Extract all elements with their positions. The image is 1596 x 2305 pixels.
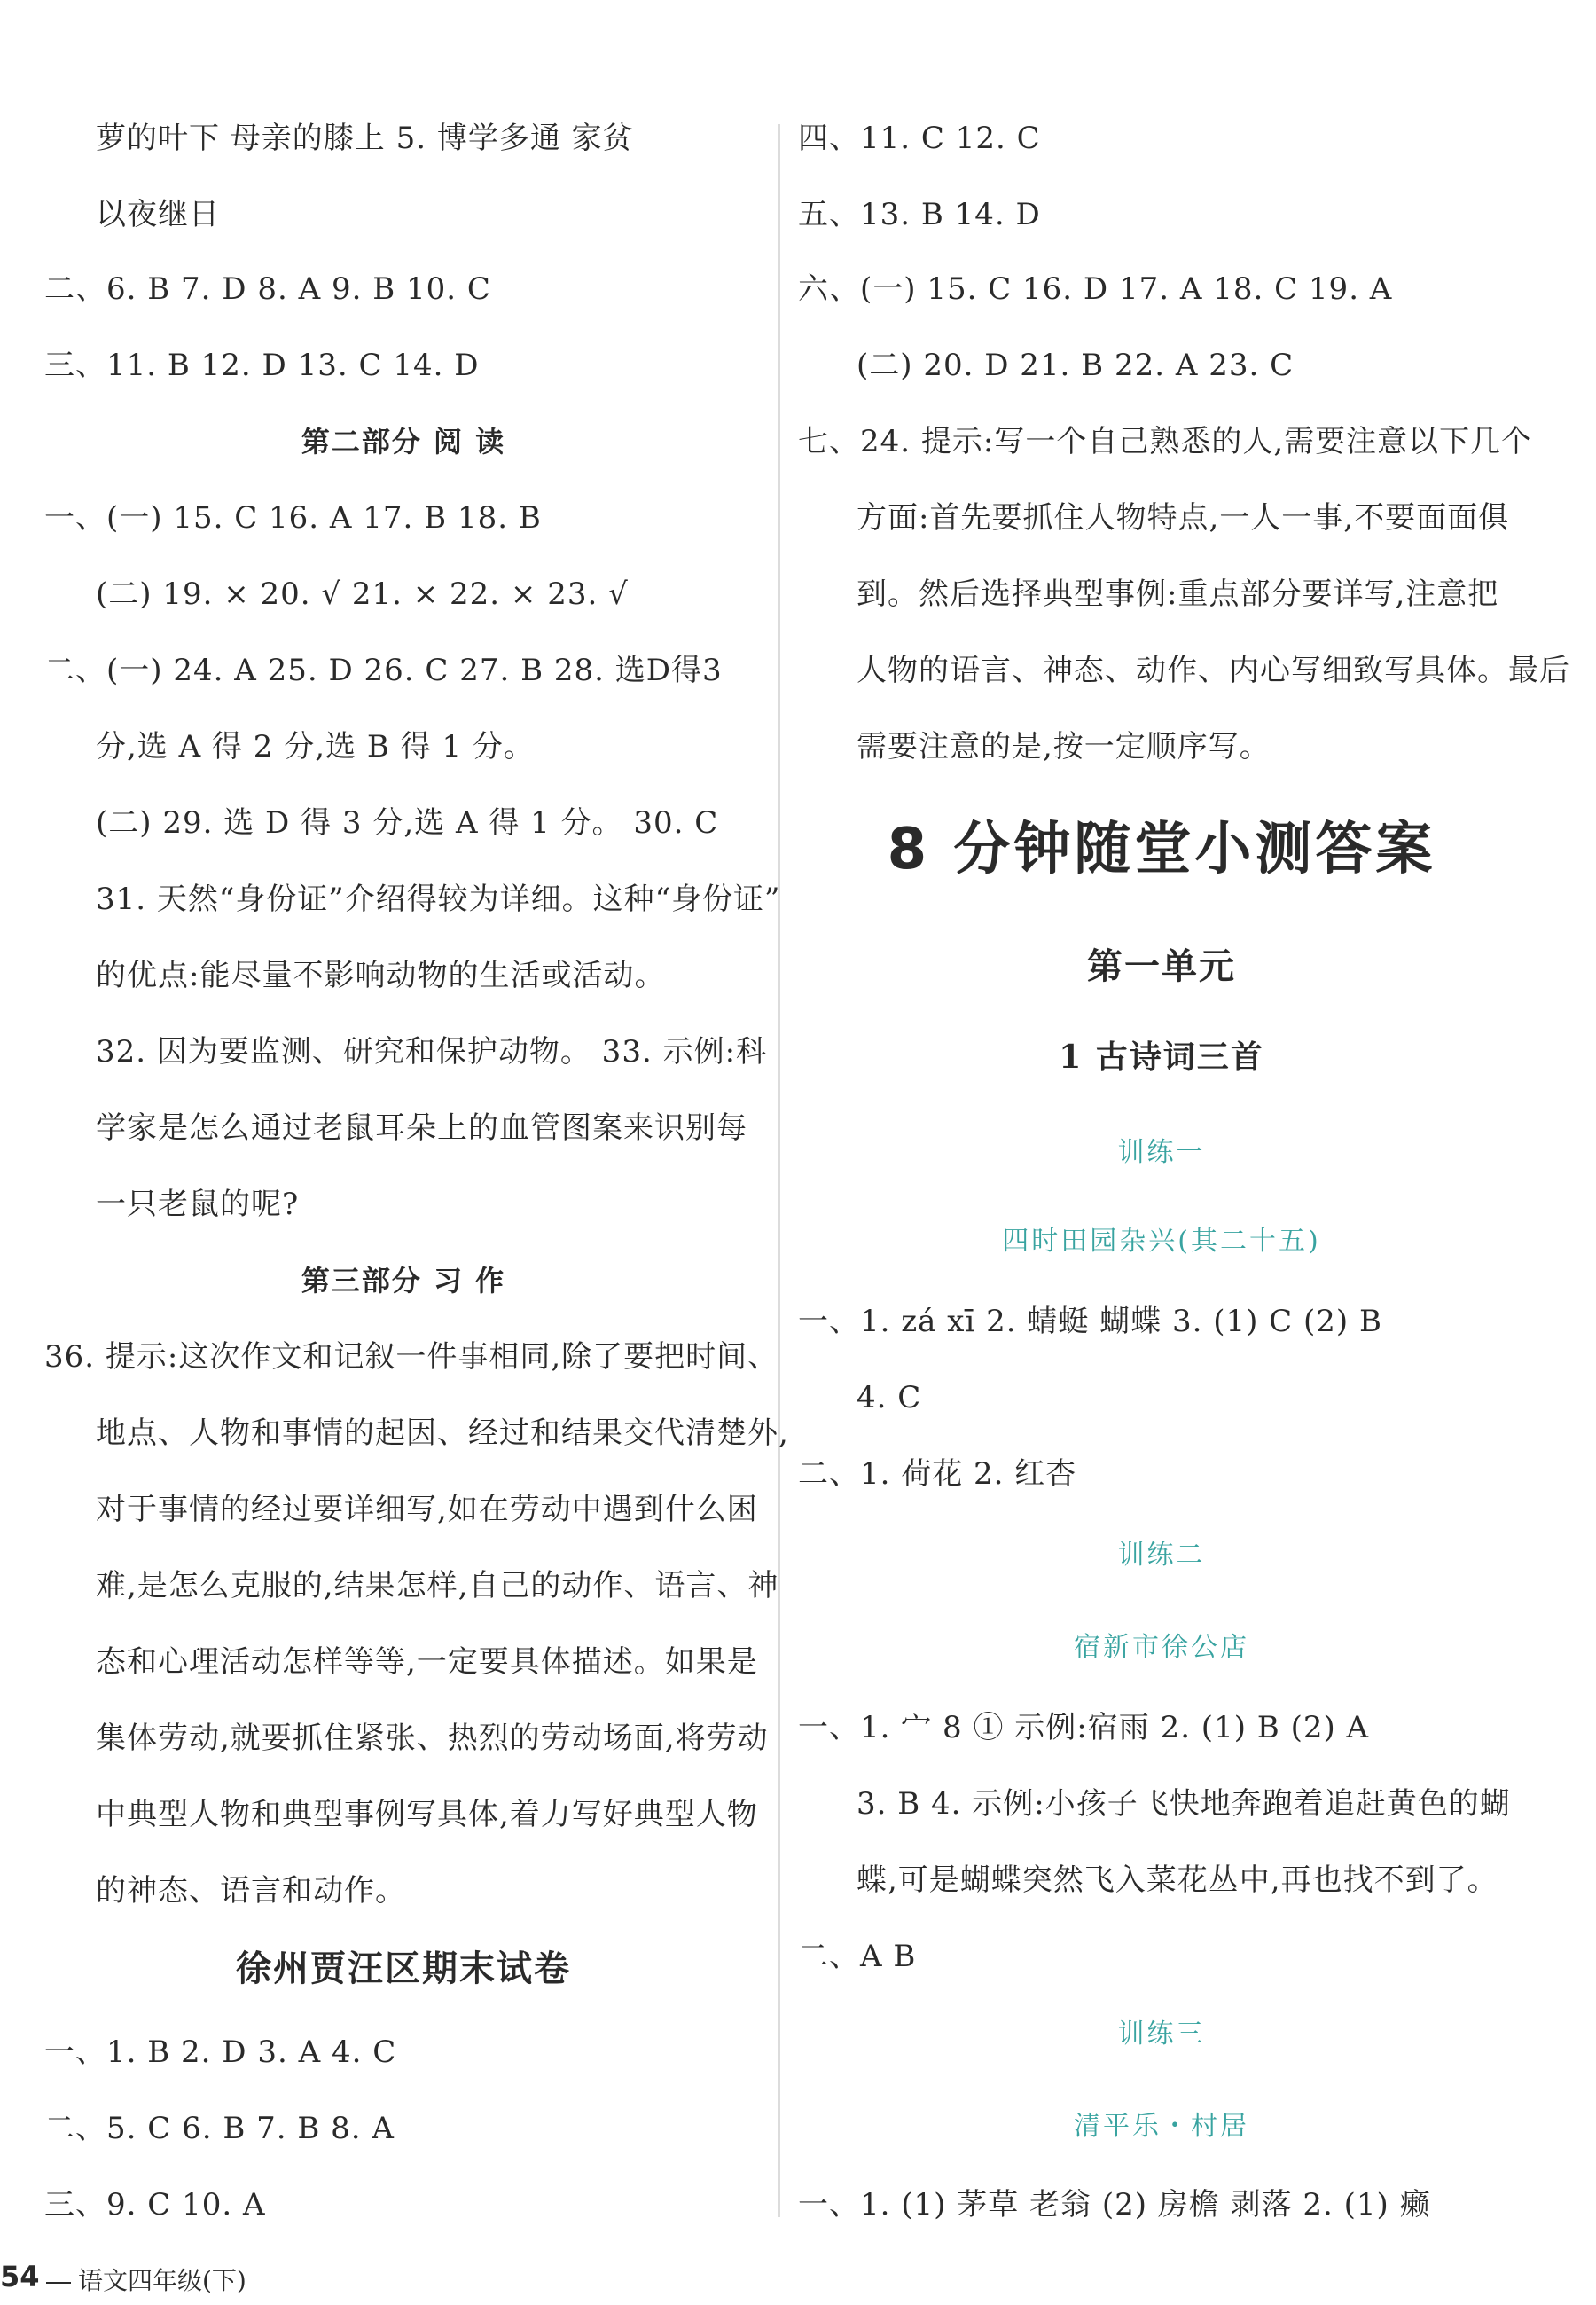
answer-line: 的神态、语言和动作。 [96,1873,406,1909]
answer-line: 七、24. 提示:写一个自己熟悉的人,需要注意以下几个 [798,424,1533,459]
answer-line: 到。然后选择典型事例:重点部分要详写,注意把 [857,576,1499,612]
main-heading: 8 分钟随堂小测答案 [887,817,1436,882]
poem-title: 清平乐・村居 [1074,2111,1249,2142]
answer-line: (二) 20. D 21. B 22. A 23. C [857,348,1295,383]
answer-line: 二、5. C 6. B 7. B 8. A [44,2111,395,2146]
answer-line: 地点、人物和事情的起因、经过和结果交代清楚外, [96,1415,789,1451]
answer-line: 学家是怎么通过老鼠耳朵上的血管图案来识别每 [96,1110,747,1146]
exam-title: 徐州贾汪区期末试卷 [236,1948,571,1989]
answer-line: 人物的语言、神态、动作、内心写细致写具体。最后 [857,653,1570,688]
section-title: 第三部分 习 作 [301,1264,506,1298]
answer-line: 一、(一) 15. C 16. A 17. B 18. B [44,500,542,536]
answer-line: (二) 19. × 20. √ 21. × 22. × 23. √ [96,576,629,612]
answer-line: 分,选 A 得 2 分,选 B 得 1 分。 [96,729,535,764]
practice-label: 训练二 [1117,1540,1206,1571]
page-number: 54 [0,2260,40,2293]
poem-title: 四时田园杂兴(其二十五) [1002,1226,1321,1257]
poem-title: 宿新市徐公店 [1074,1632,1249,1663]
answer-line: 二、1. 荷花 2. 红杏 [798,1456,1077,1492]
answer-line: 方面:首先要抓住人物特点,一人一事,不要面面俱 [857,500,1510,536]
unit-title: 第一单元 [1087,946,1236,987]
lesson-title: 1 古诗词三首 [1059,1039,1264,1076]
answer-line: 一、1. (1) 茅草 老翁 (2) 房檐 剥落 2. (1) 癞 [798,2187,1431,2223]
answer-line: 一、1. 宀 8 ① 示例:宿雨 2. (1) B (2) A [798,1710,1370,1745]
practice-label: 训练三 [1117,2019,1206,2050]
answer-line: 31. 天然“身份证”介绍得较为详细。这种“身份证” [96,882,781,917]
answer-line: 中典型人物和典型事例写具体,着力写好典型人物 [96,1797,758,1832]
answer-line: 4. C [857,1380,922,1415]
answer-line: 五、13. B 14. D [798,197,1041,232]
answer-line: 蝶,可是蝴蝶突然飞入菜花丛中,再也找不到了。 [857,1862,1498,1898]
answer-line: 一、1. B 2. D 3. A 4. C [44,2035,397,2070]
footer [46,2262,246,2297]
footer-dash [46,2282,71,2284]
answer-line: 以夜继日 [96,197,220,232]
answer-line: 三、11. B 12. D 13. C 14. D [44,348,480,383]
answer-line: 难,是怎么克服的,结果怎样,自己的动作、语言、神 [96,1568,779,1603]
practice-label: 训练一 [1117,1137,1206,1168]
answer-line: 36. 提示:这次作文和记叙一件事相同,除了要把时间、 [44,1339,779,1375]
answer-line: 32. 因为要监测、研究和保护动物。 33. 示例:科 [96,1034,768,1070]
column-divider [778,124,780,2217]
answer-line: (二) 29. 选 D 得 3 分,选 A 得 1 分。 30. C [96,805,719,841]
answer-line: 的优点:能尽量不影响动物的生活或活动。 [96,958,666,993]
answer-line: 一、1. zá xī 2. 蜻蜓 蝴蝶 3. (1) C (2) B [798,1304,1382,1339]
answer-line: 二、(一) 24. A 25. D 26. C 27. B 28. 选D得3 [44,653,723,688]
answer-line: 集体劳动,就要抓住紧张、热烈的劳动场面,将劳动 [96,1721,769,1756]
answer-line: 六、(一) 15. C 16. D 17. A 18. C 19. A [798,271,1393,307]
answer-line: 对于事情的经过要详细写,如在劳动中遇到什么困 [96,1492,758,1527]
footer-subject: 语文四年级(下) [78,2266,246,2295]
answer-line: 二、A B [798,1939,917,1974]
answer-line: 态和心理活动怎样等等,一定要具体描述。如果是 [96,1644,758,1680]
answer-line: 二、6. B 7. D 8. A 9. B 10. C [44,271,491,307]
answer-line: 四、11. C 12. C [798,121,1041,156]
answer-line: 3. B 4. 示例:小孩子飞快地奔跑着追赶黄色的蝴 [857,1786,1511,1822]
answer-line: 萝的叶下 母亲的膝上 5. 博学多通 家贫 [96,121,634,156]
section-title: 第二部分 阅 读 [301,425,506,459]
answer-line: 需要注意的是,按一定顺序写。 [857,729,1271,764]
answer-line: 三、9. C 10. A [44,2187,266,2223]
answer-line: 一只老鼠的呢? [96,1187,300,1222]
